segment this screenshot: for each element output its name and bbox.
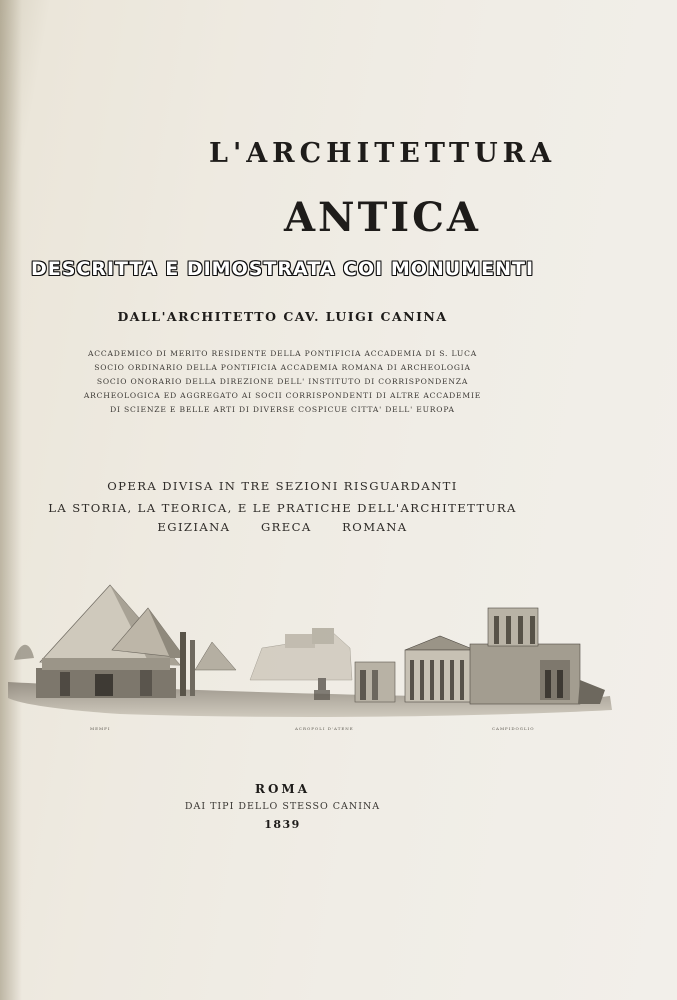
credential-line: ARCHEOLOGICA ED AGGREGATO AI SOCII CORRISPONDENTI DI ALTRE ACCADEMIE <box>83 391 482 400</box>
imprint-printer: DAI TIPI DELLO STESSO CANINA <box>184 801 381 812</box>
page-spine-shadow <box>0 0 22 1000</box>
title-subtitle: DESCRITTA E DIMOSTRATA COI MONUMENTI <box>30 258 535 280</box>
imprint-city: ROMA <box>254 782 311 796</box>
engraving-caption: MEMFI <box>90 726 111 731</box>
egyptian-pyramids <box>14 585 236 698</box>
architectural-engraving <box>0 570 677 750</box>
title-line-1: L'ARCHITETTURA <box>208 138 557 169</box>
engraving-caption: CAMPIDOGLIO <box>492 726 535 731</box>
credential-line: SOCIO ORDINARIO DELLA PONTIFICIA ACCADEMIA ROMANA DI ARCHEOLOGIA <box>94 363 471 372</box>
author-line: DALL'ARCHITETTO CAV. LUIGI CANINA <box>117 309 448 324</box>
credential-line: SOCIO ONORARIO DELLA DIREZIONE DELL' INSTITUTO DI CORRISPONDENZA <box>96 377 469 386</box>
credential-line: DI SCIENZE E BELLE ARTI DI DIVERSE COSPICUE CITTA' DELL' EUROPA <box>110 405 455 414</box>
opera-description-line: OPERA DIVISA IN TRE SEZIONI RISGUARDANTI <box>107 479 458 493</box>
opera-description-line: EGIZIANA GRECA ROMANA <box>157 520 408 534</box>
acropolis-of-athens <box>250 628 352 700</box>
opera-description-line: LA STORIA, LA TEORICA, E LE PRATICHE DELL'ARCHITETTURA <box>48 501 517 515</box>
campidoglio-buildings <box>355 608 605 704</box>
imprint-year: 1839 <box>264 818 301 831</box>
credential-line: ACCADEMICO DI MERITO RESIDENTE DELLA PONTIFICIA ACCADEMIA DI S. LUCA <box>88 349 477 358</box>
title-main: ANTICA <box>284 194 481 241</box>
engraving-caption: ACROPOLI D'ATENE <box>295 726 354 731</box>
